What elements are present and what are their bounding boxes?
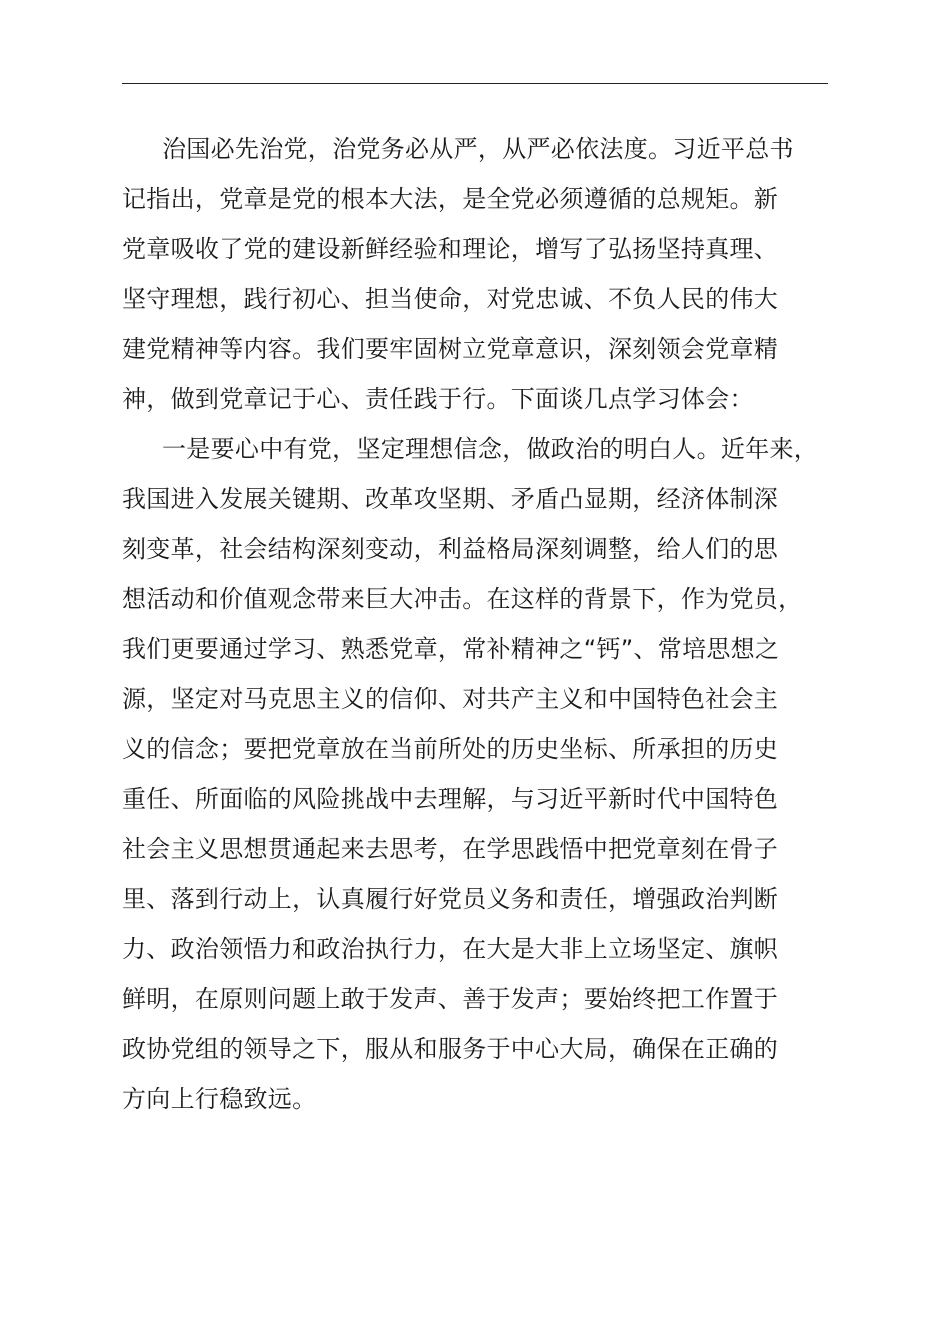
text-line: 我们更要通过学习、熟悉党章，常补精神之“钙”、常培思想之 — [122, 635, 780, 663]
text-line: 力、政治领悟力和政治执行力，在大是大非上立场坚定、旗帜 — [122, 935, 779, 963]
text-line: 方向上行稳致远。 — [122, 1085, 317, 1113]
text-line: 刻变革，社会结构深刻变动，利益格局深刻调整，给人们的思 — [122, 535, 779, 563]
text-line: 我国进入发展关键期、改革攻坚期、矛盾凸显期，经济体制深 — [122, 485, 779, 513]
text-line: 坚守理想，践行初心、担当使命，对党忠诚、不负人民的伟大 — [122, 285, 779, 313]
paragraph-intro — [122, 124, 834, 424]
text-line: 里、落到行动上，认真履行好党员义务和责任，增强政治判断 — [122, 885, 779, 913]
text-line: 政协党组的领导之下，服从和服务于中心大局，确保在正确的 — [122, 1035, 779, 1063]
text-line: 神，做到党章记于心、责任践于行。下面谈几点学习体会： — [122, 385, 754, 413]
text-line: 重任、所面临的风险挑战中去理解，与习近平新时代中国特色 — [122, 785, 779, 813]
text-line: 党章吸收了党的建设新鲜经验和理论，增写了弘扬坚持真理、 — [122, 235, 779, 263]
text-line: 鲜明，在原则问题上敢于发声、善于发声；要始终把工作置于 — [122, 985, 779, 1013]
text-line: 记指出，党章是党的根本大法，是全党必须遵循的总规矩。新 — [122, 185, 779, 213]
document-body — [122, 124, 834, 1124]
paragraph-point-one — [122, 424, 834, 1124]
text-line: 社会主义思想贯通起来去思考，在学思践悟中把党章刻在骨子 — [122, 835, 779, 863]
header-rule — [122, 83, 828, 84]
text-line: 建党精神等内容。我们要牢固树立党章意识，深刻领会党章精 — [122, 335, 779, 363]
text-line: 源，坚定对马克思主义的信仰、对共产主义和中国特色社会主 — [122, 685, 779, 713]
text-line: 义的信念；要把党章放在当前所处的历史坐标、所承担的历史 — [122, 735, 779, 763]
text-line: 一是要心中有党，坚定理想信念，做政治的明白人。近年来， — [162, 435, 819, 463]
text-line: 想活动和价值观念带来巨大冲击。在这样的背景下，作为党员， — [122, 585, 803, 613]
text-line: 治国必先治党，治党务必从严，从严必依法度。习近平总书 — [162, 135, 794, 163]
